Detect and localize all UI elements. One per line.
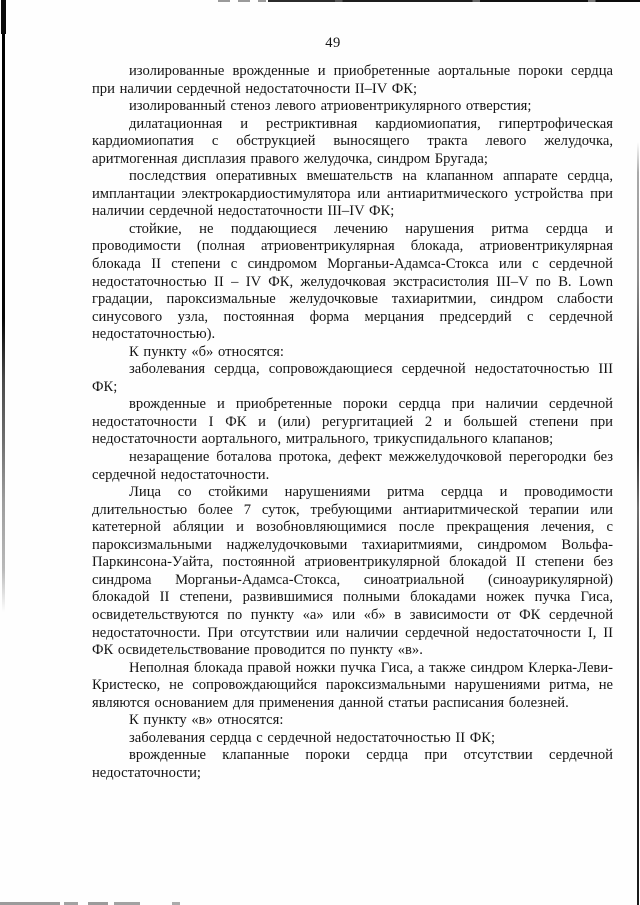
paragraph-persons-with-arrhythmias: Лица со стойкими нарушениями ритма сердца и проводимости длительностью более 7 суток, требующими антиаритмической терапии или катетерной абляции и возобновляющимися после прекращения лечения, с пароксизмальными наджелудочковыми тахиаритмиями, синдромом Вольфа-Паркинсона-Уайта, постоянной атриовентрикулярной блокадой II степени без синдрома Морганьи-Адамса-Стокса, синоатриальной (синоаурикулярной) блокадой II степени, развившимися полными блокадами ножек пучка Гиса, освидетельствуются по пункту «а» или «б» в зависимости от ФК сердечной недостаточности. При отсутствии или наличии сердечной недостаточности I, II ФК освидетельствование проводится по пункту «в». <box>92 484 613 659</box>
paragraph-point-b-heading: К пункту «б» относятся: <box>129 343 284 360</box>
paragraph-incomplete-blockade: Неполная блокада правой ножки пучка Гиса, а также синдром Клерка-Леви-Кристеско, не сопровождающийся пароксизмальными нарушениями ритма, не являются основанием для применения данной статьи расписания болезней. <box>92 659 613 711</box>
scan-artifact-top-border-dashes <box>218 0 266 2</box>
page-number: 49 <box>325 35 341 51</box>
paragraph-botallo-duct: незаращение боталова протока, дефект межжелудочковой перегородки без сердечной недостаточности. <box>92 449 613 483</box>
paragraph-point-v-heading: К пункту «в» относятся: <box>129 712 284 729</box>
scan-artifact-left-border <box>2 0 5 612</box>
paragraph-isolated-stenosis: изолированный стеноз левого атриовентрикулярного отверстия; <box>129 98 532 115</box>
paragraph-surgery-consequences: последствия оперативных вмешательств на клапанном аппарате сердца, имплантации электрокардиостимулятора или антиаритмического устройства при наличии сердечной недостаточности III–IV ФК; <box>92 168 613 220</box>
paragraph-cardiomyopathy: дилатационная и рестриктивная кардиомиопатия, гипертрофическая кардиомиопатия с обструкцией выносящего тракта левого желудочка, аритмогенная дисплазия правого желудочка, синдром Бругада; <box>92 115 613 167</box>
paragraph-heart-disease-fc2: заболевания сердца с сердечной недостаточностью II ФК; <box>129 729 496 746</box>
paragraph-persistent-arrhythmias: стойкие, не поддающиеся лечению нарушения ритма сердца и проводимости (полная атриовентрикулярная блокада, атриовентрикулярная блокада II степени с синдромом Морганьи-Адамса-Стокса или с сердечной недостаточностью II – IV ФК, желудочковая экстрасистолия III–V по B. Lown градации, пароксизмальные желудочковые тахиаритмии, синдром слабости синусового узла, постоянная форма мерцания предсердий с сердечной недостаточностью). <box>92 220 613 343</box>
paragraph-congenital-acquired-defects: врожденные и приобретенные пороки сердца при наличии сердечной недостаточности I ФК и (или) регургитацией 2 и большей степени при недостаточности аортального, митрального, трикуспидального клапанов; <box>92 396 613 448</box>
paragraph-isolated-aortic-defects: изолированные врожденные и приобретенные аортальные пороки сердца при наличии сердечной недостаточности II–IV ФК; <box>92 63 613 97</box>
scan-artifact-right-border <box>637 142 639 905</box>
paragraph-heart-disease-fc3: заболевания сердца, сопровождающиеся сердечной недостаточностью III ФК; <box>92 361 613 395</box>
scan-artifact-left-border-cap <box>1 0 6 34</box>
document-body <box>92 63 613 782</box>
scan-artifact-top-border <box>268 0 640 2</box>
paragraph-congenital-valve-defects: врожденные клапанные пороки сердца при отсутствии сердечной недостаточности; <box>92 747 613 781</box>
scan-artifact-bottom-border <box>0 902 230 905</box>
